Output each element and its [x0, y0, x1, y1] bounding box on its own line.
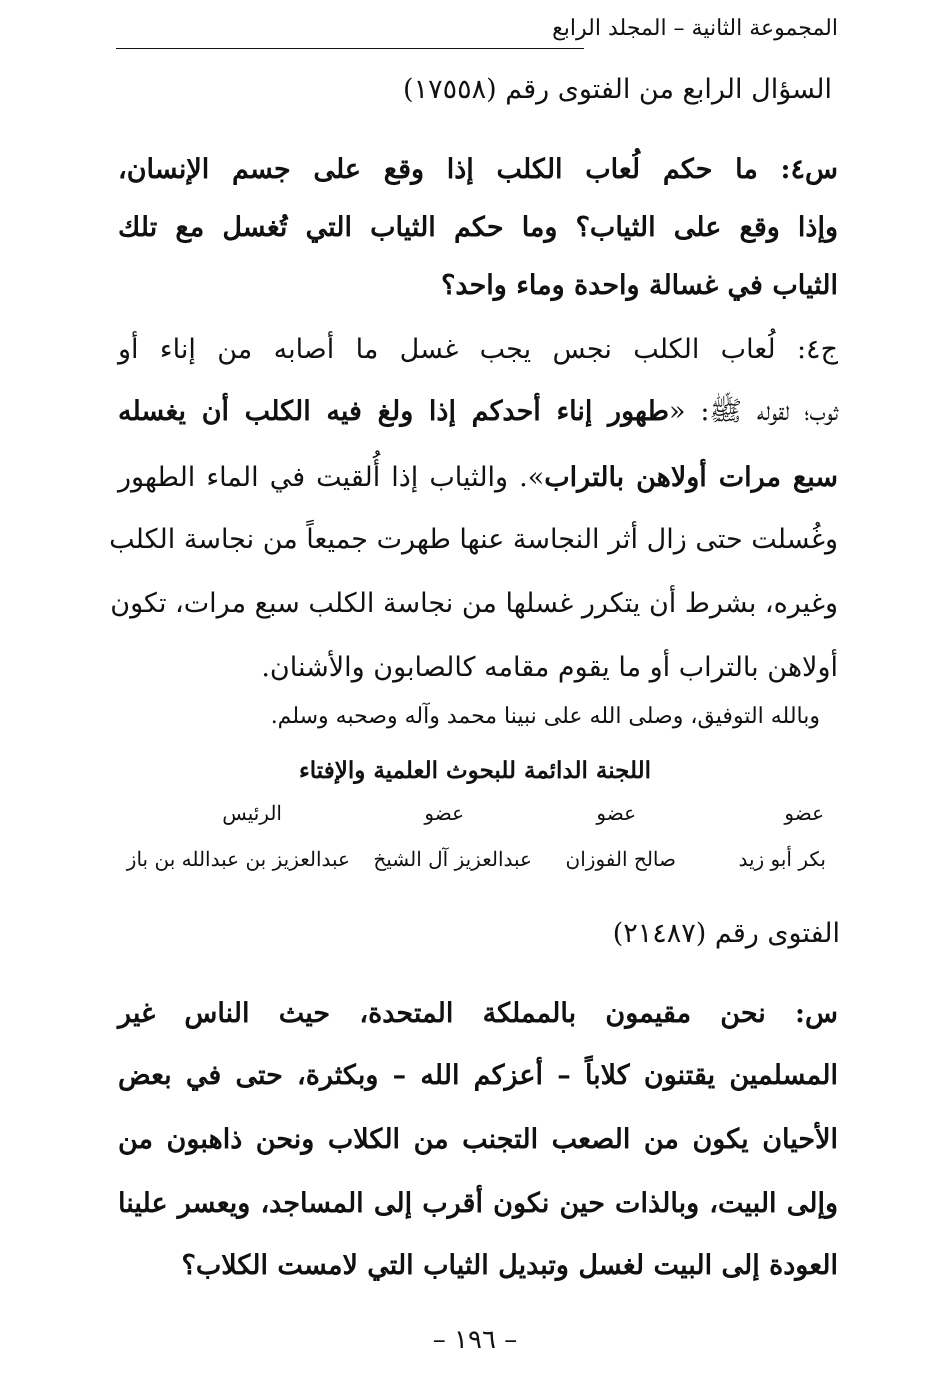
fatwa-1-title: السؤال الرابع من الفتوى رقم (١٧٥٥٨) [403, 74, 832, 105]
committee-name: اللجنة الدائمة للبحوث العلمية والإفتاء [298, 757, 652, 784]
fatwa-2-title: الفتوى رقم (٢١٤٨٧) [612, 918, 840, 949]
signatory-name: عبدالعزيز آل الشيخ [373, 847, 532, 871]
fatwa-2-question-line-1: س: نحن مقيمون بالمملكة المتحدة، حيث الناس غير [118, 998, 838, 1029]
fatwa-1-answer-line-3 [118, 458, 838, 498]
fatwa-1-answer-line-2 [118, 392, 838, 432]
signatory-names [0, 842, 950, 876]
fatwa-1-answer-line-5: وغيره، بشرط أن يتكرر غسلها من نجاسة الكلب سبع مرات، تكون [110, 588, 838, 619]
signatory-role: الرئيس [222, 801, 282, 825]
fatwa-1-question-line-1: س٤: ما حكم لُعاب الكلب إذا وقع على جسم الإنسان، [118, 154, 838, 185]
fatwa-1-answer-line-1: ج٤: لُعاب الكلب نجس يجب غسل ما أصابه من إناء أو [118, 334, 838, 365]
answer-text-plain: ثوب؛ لقوله ﷺ: « [668, 396, 838, 427]
header-rule [116, 48, 584, 49]
fatwa-1-answer-line-6: أولاهن بالتراب أو ما يقوم مقامه كالصابون والأشنان. [261, 652, 838, 683]
signatory-role: عضو [596, 801, 636, 825]
fatwa-1-answer-line-4: وغُسلت حتى زال أثر النجاسة عنها طهرت جميعاً من نجاسة الكلب [109, 524, 838, 555]
running-head: المجموعة الثانية – المجلد الرابع [552, 16, 838, 41]
hadith-text-end: سبع مرات أولاهن بالتراب [544, 462, 838, 493]
fatwa-1-question-line-2: وإذا وقع على الثياب؟ وما حكم الثياب التي تُغسل مع تلك [118, 212, 838, 243]
fatwa-2-question-line-2: المسلمين يقتنون كلاباً – أعزكم الله – وبكثرة، حتى في بعض [118, 1060, 838, 1091]
page-number: – ١٩٦ – [432, 1325, 518, 1355]
answer-text-plain: ». والثياب إذا أُلقيت في الماء الطهور [118, 462, 545, 493]
fatwa-2-question-line-5: العودة إلى البيت لغسل وتبديل الثياب التي لامست الكلاب؟ [181, 1250, 838, 1281]
signatory-name: عبدالعزيز بن عبدالله بن باز [126, 847, 350, 871]
signatory-role: عضو [784, 801, 824, 825]
signatory-roles [0, 796, 950, 830]
hadith-text: طهور إناء أحدكم إذا ولغ فيه الكلب أن يغسله [118, 396, 669, 427]
signatory-role: عضو [424, 801, 464, 825]
fatwa-2-question-line-4: وإلى البيت، وبالذات حين نكون أقرب إلى المساجد، ويعسر علينا [118, 1188, 838, 1219]
signatory-name: صالح الفوزان [565, 847, 676, 871]
fatwa-2-question-line-3: الأحيان يكون من الصعب التجنب من الكلاب ونحن ذاهبون من [118, 1124, 838, 1155]
fatwa-1-question-line-3: الثياب في غسالة واحدة وماء واحد؟ [441, 270, 838, 301]
signoff: وبالله التوفيق، وصلى الله على نبينا محمد وآله وصحبه وسلم. [270, 704, 820, 729]
signatory-name: بكر أبو زيد [738, 847, 826, 871]
